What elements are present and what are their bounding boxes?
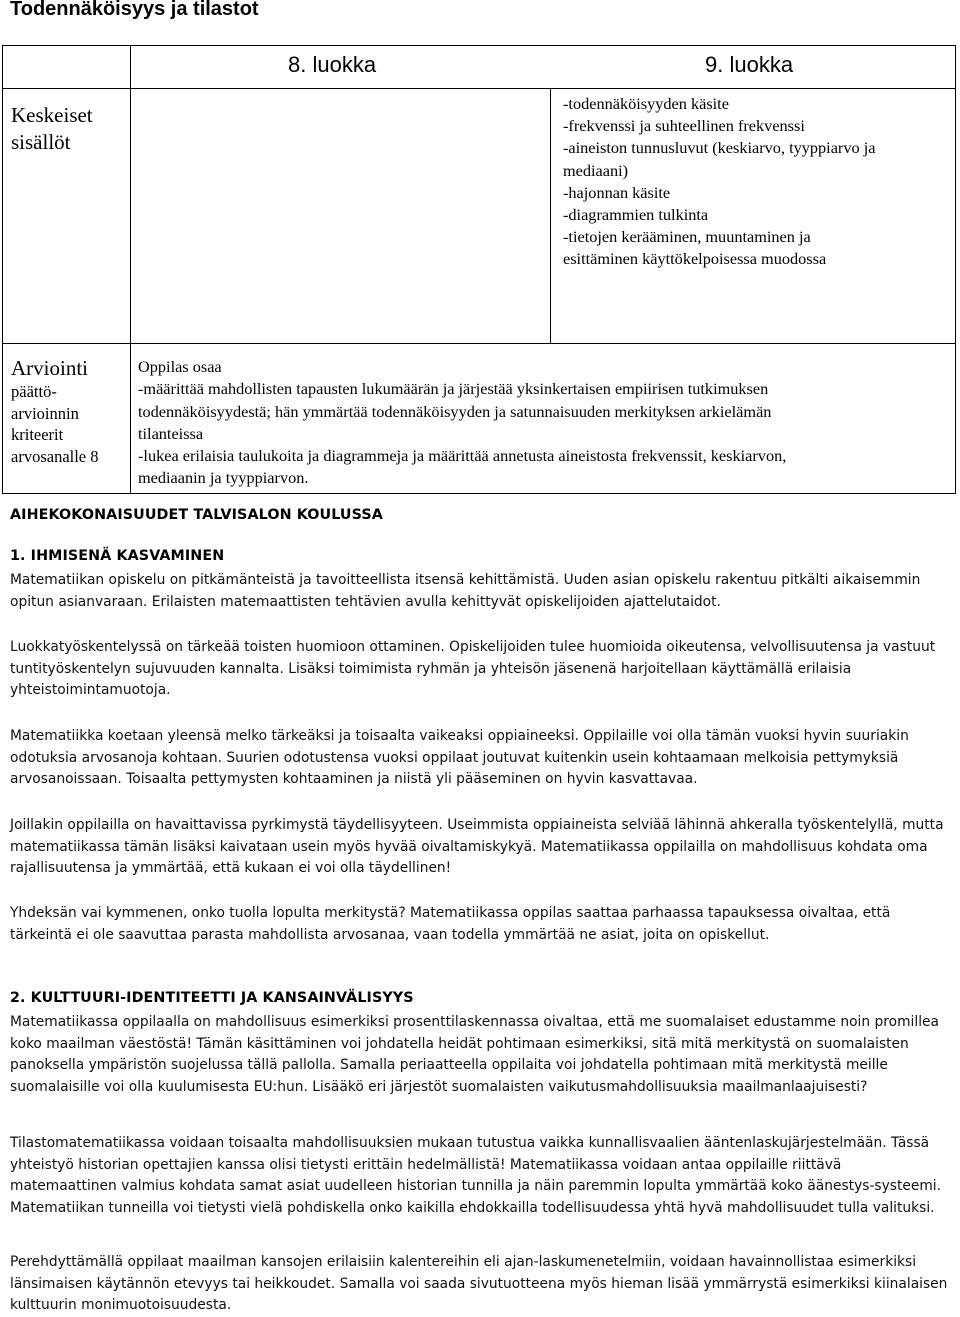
content-item: mediaani) (563, 160, 629, 180)
grade-8-content-cell (131, 89, 551, 344)
section-1-paragraph: Yhdeksän vai kymmenen, onko tuolla lopulta merkitystä? Matematiikassa oppilas saattaa parhaassa tapauksessa oivaltaa, että tärkeintä ei ole saavuttaa parasta mahdollista arvosanaa, vaan todella ymmärtää ne asiat, joita on opiskellut. (10, 905, 891, 943)
content-item: -hajonnan käsite (563, 182, 671, 202)
content-row (3, 89, 956, 344)
themes-title: AIHEKOKONAISUUDET TALVISALON KOULUSSA (10, 507, 383, 523)
grade-header-row (3, 46, 956, 89)
criteria-line: tilanteissa (138, 423, 204, 443)
section-2-heading: 2. KULTTUURI-IDENTITEETTI JA KANSAINVÄLISYYS (10, 990, 414, 1006)
section-2-paragraph: Perehdyttämällä oppilaat maailman kansojen erilaisiin kalentereihin eli ajan-laskumenetelmiin, voidaan havainnollistaa esimerkiksi länsimaisen käytännön etevyys tai heikkoudet. Samalla voi saada sivutuotteena myös hieman lisää ymmärrystä esimerkiksi kiinalaisen kulttuurin monimuotoisuudesta. (10, 1254, 948, 1314)
criteria-line: mediaanin ja tyyppiarvon. (138, 468, 309, 488)
grade-9-label: 9. luokka (705, 52, 794, 77)
section-2-paragraph: Tilastomatematiikassa voidaan toisaalta mahdollisuuksien mukaan tutustua vaikka kunnallisvaalien ääntenlaskujärjestelmään. Tässä yhteistyö historian opettajien kanssa olisi tietysti erittäin hedelmällistä! Matematiikassa voidaan antaa oppilaille riittävä matemaattinen valmius kohdata samat asiat uudelleen historian tunnilla ja näin paremmin lopulta ymmärtää koko äänestys-systeemi. Matematiikan tunneilla voi tietysti vielä pohdiskella onko kaikilla ehdokkailla todellisuudessa yhtä hyvä mahdollisuudet tulla valituksi. (10, 1135, 942, 1216)
assessment-criteria (131, 344, 956, 494)
empty-header-cell (3, 46, 131, 89)
grade-8-label: 8. luokka (288, 52, 377, 77)
assessment-row (3, 344, 956, 494)
document-title: Todennäköisyys ja tilastot (10, 0, 259, 20)
section-1-heading: 1. IHMISENÄ KASVAMINEN (10, 548, 225, 564)
content-item: esittäminen käyttökelpoisessa muodossa (563, 249, 827, 269)
section-1-paragraph: Luokkatyöskentelyssä on tärkeää toisten huomioon ottaminen. Opiskelijoiden tulee huomioida oikeutensa, velvollisuutensa ja vastuut tuntityöskentelyn sujuvuuden kannalta. Lisäksi toimimista ryhmän ja yhteisön jäsenenä harjoitellaan käyttämällä erilaisia yhteistoimintamuotoja. (10, 639, 936, 699)
content-label: Keskeiset sisällöt (3, 89, 131, 344)
criteria-line: Oppilas osaa (138, 357, 222, 376)
content-item: -tietojen kerääminen, muuntaminen ja (563, 227, 811, 247)
section-1-paragraph: Matematiikka koetaan yleensä melko tärkeäksi ja toisaalta vaikeaksi oppiaineeksi. Oppilaille voi olla tämän vuoksi hyvin suuriakin odotuksia arvosanoja kohtaan. Suurien odotustensa vuoksi oppilaat joutuvat kuitenkin usein kohtaamaan melkoisia pettymyksiä arvosanoissaan. Toisaalta pettymysten kohtaaminen ja niistä yli pääseminen on hyvin kasvattavaa. (10, 728, 909, 788)
criteria-line: todennäköisyydestä; hän ymmärtää todennäköisyyden ja satunnaisuuden merkityksen arkielämän (138, 401, 772, 421)
content-item: -frekvenssi ja suhteellinen frekvenssi (563, 116, 805, 136)
grade-9-content-cell (551, 89, 956, 344)
content-item: -aineiston tunnusluvut (keskiarvo, tyyppiarvo ja (563, 138, 876, 158)
content-item: -diagrammien tulkinta (563, 205, 709, 225)
curriculum-table (2, 45, 956, 494)
section-2-paragraph: Matematiikassa oppilaalla on mahdollisuus esimerkiksi prosenttilaskennassa oivaltaa, että me suomalaiset edustamme noin promillea koko maailman väestöstä! Tämän käsittäminen voi johdatella heidät pohtimaan esimerkiksi, sitä mitä merkitystä on suomalaisten panoksella ympäristön suojelussa tällä pallolla. Samalla periaatteella oppilaita voi johdatella pohtimaan mitä merkitystä meille suomalaisille voi olla kuulumisesta EU:hun. Lisääkö eri järjestöt suomalaisten vaikutusmahdollisuuksia maailmanlaajuisesti? (10, 1014, 939, 1095)
assessment-label: Arviointi päättö- arvioinnin kriteerit arvosanalle 8 (3, 344, 131, 494)
section-1-paragraph: Matematiikan opiskelu on pitkämänteistä ja tavoitteellista itsensä kehittämistä. Uuden asian opiskelu rakentuu pitkälti aikaisemmin opitun asianvaraan. Erilaisten matemaattisten tehtävien avulla kehittyvät opiskelijoiden ajattelutaidot. (10, 572, 921, 610)
content-item: -todennäköisyyden käsite (563, 94, 729, 113)
criteria-line: -lukea erilaisia taulukoita ja diagrammeja ja määrittää annetusta aineistosta frekvenssit, keskiarvon, (138, 446, 787, 466)
grade-header-cell (131, 46, 956, 89)
section-1-paragraph: Joillakin oppilailla on havaittavissa pyrkimystä täydellisyyteen. Useimmista oppiaineista selviää lähinnä ahkeralla työskentelyllä, mutta matematiikassa tämän lisäksi kaivataan usein myös hyvää oivaltamiskykyä. Matematiikassa oppilailla on mahdollisuus kohdata oma rajallisuutensa ja ymmärtää, että kukaan ei voi olla täydellinen! (10, 817, 944, 877)
criteria-line: -määrittää mahdollisten tapausten lukumäärän ja järjestää yksinkertaisen empiirisen tutkimuksen (138, 379, 769, 399)
